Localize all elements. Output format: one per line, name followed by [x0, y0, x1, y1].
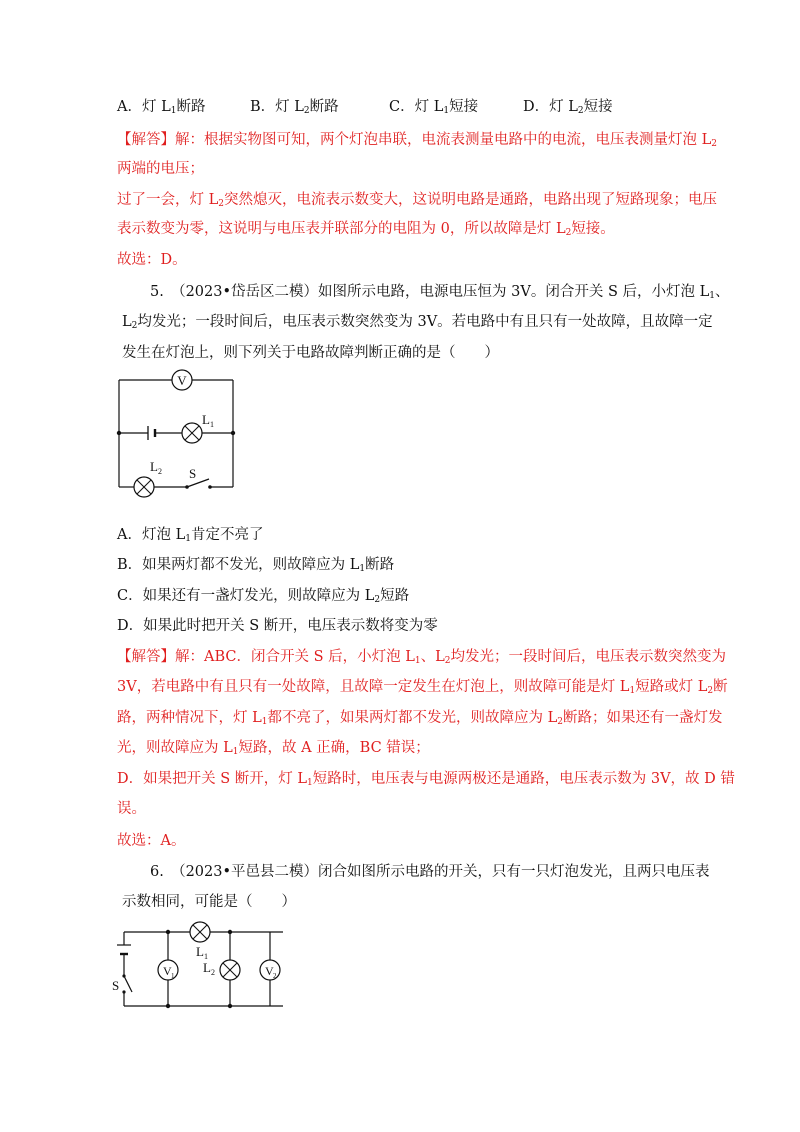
voltmeter-v1-icon: [158, 960, 178, 980]
q4-option-b: B．灯 $L_2$断路: [250, 99, 339, 116]
junction-dot: [228, 1004, 232, 1008]
lamp-l1-label: L: [196, 944, 204, 959]
q5-stem-line: 发生在灯泡上，则下列关于电路故障判断正确的是（ ）: [122, 345, 499, 361]
lamp-l1-icon: [182, 423, 202, 443]
q4-answer-conclusion: 故选：D。: [117, 252, 187, 268]
q4-answer-line: 表示数变为零，这说明与电压表并联部分的电阻为 0，所以故障是灯 $L_2$短接。: [117, 221, 615, 238]
junction-dot: [231, 431, 235, 435]
q5-answer-line: D．如果把开关 S 断开，灯 $L_1$短路时，电压表与电源两极还是通路，电压表示数为 3V，故 D 错: [117, 771, 735, 788]
q5-answer-conclusion: 故选：A。: [117, 833, 186, 849]
lamp-l1-sub: 1: [204, 952, 208, 961]
answer-tag: 【解答】: [117, 132, 175, 148]
q5-answer-line: 3V，若电路中有且只有一处故障，且故障一定发生在灯泡上，则故障可能是灯 $L_1$短路或灯 $L_2$断: [117, 679, 728, 696]
q5-answer-line: 误。: [117, 801, 146, 817]
q5-answer-line: 光，则故障应为 $L_1$短路，故 A 正确，BC 错误；: [117, 740, 430, 757]
lamp-l1-label: L: [202, 412, 210, 427]
junction-dot: [166, 930, 170, 934]
q5-stem-line: $L_2$均发光；一段时间后，电压表示数突然变为 3V。若电路中有且只有一处故障，且故障一定: [122, 314, 713, 331]
q4-answer-line: 【解答】解：根据实物图可知，两个灯泡串联，电流表测量电路中的电流，电压表测量灯泡 $L_2$: [117, 132, 717, 149]
voltmeter-v2-icon: [260, 960, 280, 980]
q5-option-a: A．灯泡 $L_1$肯定不亮了: [117, 527, 264, 544]
svg-text:1: 1: [171, 972, 175, 980]
q6-stem-line: 6. （2023•平邑县二模）闭合如图所示电路的开关，只有一只灯泡发光，且两只电压表: [150, 864, 710, 880]
lamp-l2-icon: [220, 960, 240, 980]
q6-circuit-diagram: [110, 920, 295, 1012]
junction-dot: [228, 930, 232, 934]
lamp-l2-label: L: [150, 459, 158, 474]
q4-answer-line: 过了一会，灯 $L_2$突然熄灭，电流表示数变大，这说明电路是通路，电路出现了短路现象；电压: [117, 192, 717, 209]
q4-answer-line: 两端的电压；: [117, 161, 204, 177]
lamp-l2-icon: [134, 477, 154, 497]
q5-stem-line: 5. （2023•岱岳区二模）如图所示电路，电源电压恒为 3V。闭合开关 S 后，小灯泡 $L_1$、: [150, 284, 730, 301]
switch-label: S: [189, 466, 197, 481]
switch-label: S: [112, 978, 120, 993]
q4-option-a: A．灯 $L_1$断路: [117, 99, 206, 116]
svg-text:V: V: [177, 373, 187, 388]
q5-answer-line: 路，两种情况下，灯 $L_1$都不亮了，如果两灯都不发光，则故障应为 $L_2$断路；如果还有一盏灯发: [117, 710, 723, 727]
junction-dot: [117, 431, 121, 435]
svg-text:V: V: [163, 964, 172, 978]
q5-option-b: B．如果两灯都不发光，则故障应为 $L_1$断路: [117, 557, 395, 574]
lamp-l1-icon: [190, 922, 210, 942]
q6-stem-line: 示数相同，可能是（ ）: [122, 894, 296, 910]
junction-dot: [166, 1004, 170, 1008]
switch-icon: [122, 974, 125, 977]
svg-text:2: 2: [273, 972, 277, 980]
lamp-l2-sub: 2: [211, 968, 215, 977]
q5-option-c: C．如果还有一盏灯发光，则故障应为 $L_2$短路: [117, 588, 410, 605]
battery-icon: [117, 945, 131, 954]
voltmeter-icon: [172, 370, 192, 390]
switch-icon: [185, 485, 189, 489]
q4-option-c: C．灯 $L_1$短接: [389, 99, 479, 116]
q5-answer-line: 【解答】解：ABC．闭合开关 S 后，小灯泡 $L_1$、$L_2$均发光；一段时间后，电压表示数突然变为: [117, 649, 726, 666]
lamp-l2-label: L: [203, 960, 211, 975]
answer-tag: 【解答】: [117, 649, 175, 665]
q5-circuit-diagram: [110, 366, 240, 501]
q5-option-d: D．如果此时把开关 S 断开，电压表示数将变为零: [117, 618, 438, 634]
q4-option-d: D．灯 $L_2$短接: [523, 99, 613, 116]
svg-text:V: V: [265, 964, 274, 978]
lamp-l1-sub: 1: [210, 420, 214, 429]
lamp-l2-sub: 2: [158, 467, 162, 476]
battery-icon: [148, 426, 155, 440]
